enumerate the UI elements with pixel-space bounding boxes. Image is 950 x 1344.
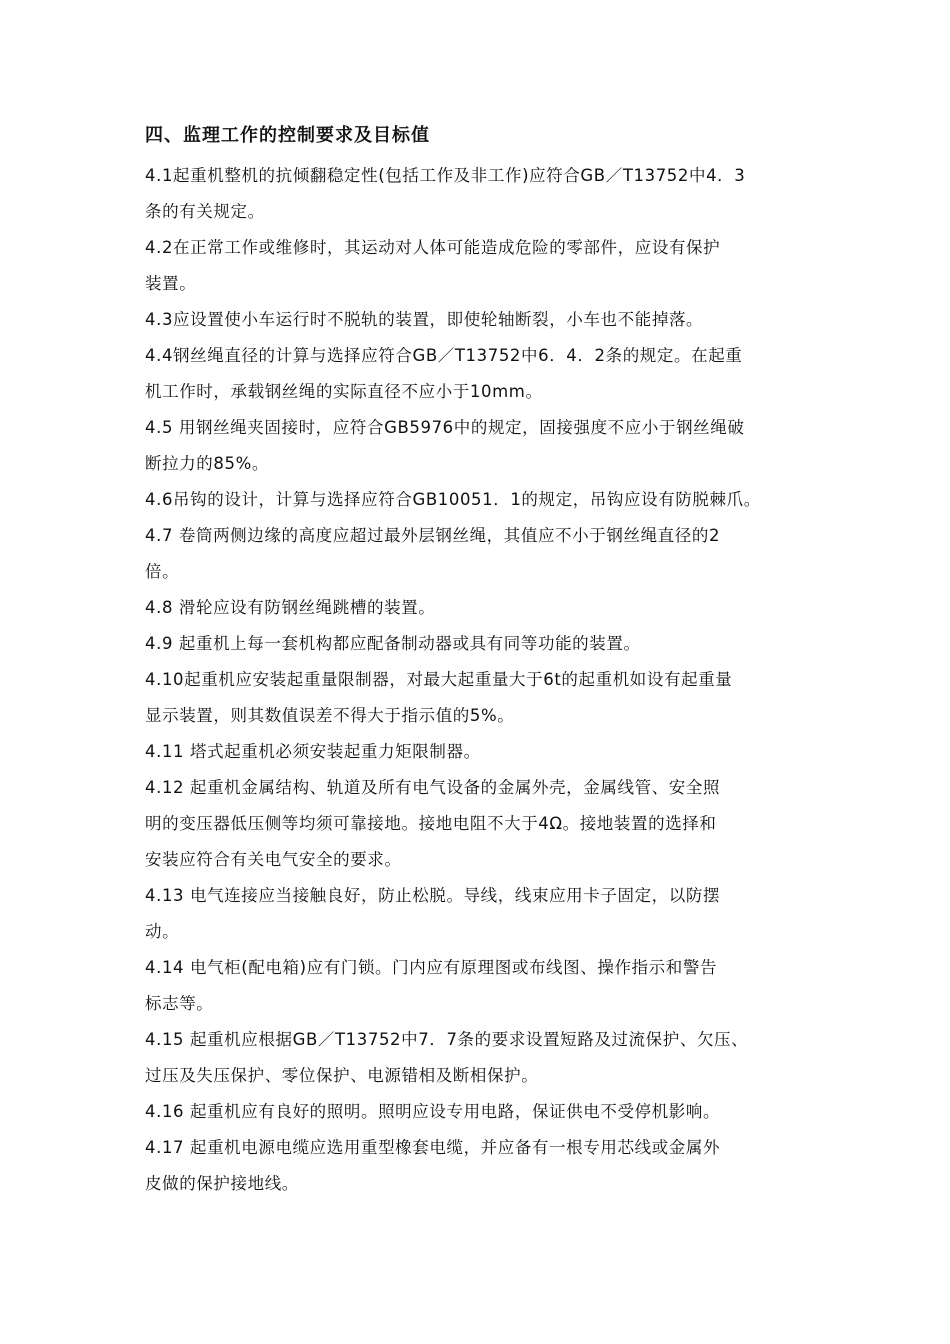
clause-paragraph [145,230,825,302]
paragraph-line: 4.15 起重机应根据GB／T13752中7．7条的要求设置短路及过流保护、欠压、 [145,1030,749,1049]
paragraph-line: 断拉力的85%。 [145,454,269,473]
paragraph-line: 安装应符合有关电气安全的要求。 [145,850,402,869]
paragraph-line: 4.11 塔式起重机必须安装起重力矩限制器。 [145,742,481,761]
paragraph-line: 4.3应设置使小车运行时不脱轨的装置，即使轮轴断裂，小车也不能掉落。 [145,310,704,329]
clause-paragraph [145,338,825,410]
paragraph-line: 4.17 起重机电源电缆应选用重型橡套电缆，并应备有一根专用芯线或金属外 [145,1138,721,1157]
clause-paragraph [145,950,825,1022]
paragraph-line: 过压及失压保护、零位保护、电源错相及断相保护。 [145,1066,539,1085]
paragraph-line: 4.4钢丝绳直径的计算与选择应符合GB／T13752中6．4．2条的规定。在起重 [145,346,743,365]
clause-paragraph [145,626,825,662]
paragraph-line: 4.14 电气柜(配电箱)应有门锁。门内应有原理图或布线图、操作指示和警告 [145,958,718,977]
clause-paragraph [145,1094,825,1130]
clause-paragraph [145,410,825,482]
section-heading: 四、监理工作的控制要求及目标值 [145,125,430,146]
paragraph-line: 4.10起重机应安装起重量限制器，对最大起重量大于6t的起重机如设有起重量 [145,670,733,689]
clause-paragraph [145,1130,825,1202]
clause-paragraph [145,518,825,590]
paragraph-line: 4.2在正常工作或维修时，其运动对人体可能造成危险的零部件，应设有保护 [145,238,721,257]
clause-paragraph [145,302,825,338]
paragraph-line: 4.13 电气连接应当接触良好，防止松脱。导线，线束应用卡子固定，以防摆 [145,886,721,905]
paragraph-line: 4.6吊钩的设计，计算与选择应符合GB10051．1的规定，吊钩应设有防脱棘爪。 [145,490,761,509]
paragraph-line: 条的有关规定。 [145,202,265,221]
paragraph-line: 皮做的保护接地线。 [145,1174,299,1193]
paragraph-line: 显示装置，则其数值误差不得大于指示值的5%。 [145,706,515,725]
paragraph-line: 4.8 滑轮应设有防钢丝绳跳槽的装置。 [145,598,436,617]
paragraph-line: 4.7 卷筒两侧边缘的高度应超过最外层钢丝绳，其值应不小于钢丝绳直径的2 [145,526,721,545]
clause-paragraph [145,878,825,950]
paragraph-line: 4.1起重机整机的抗倾翻稳定性(包括工作及非工作)应符合GB／T13752中4．3 [145,166,746,185]
paragraph-line: 明的变压器低压侧等均须可靠接地。接地电阻不大于4Ω。接地装置的选择和 [145,814,717,833]
paragraph-line: 动。 [145,922,180,941]
clause-paragraph [145,770,825,878]
paragraph-line: 机工作时，承载钢丝绳的实际直径不应小于10mm。 [145,382,543,401]
paragraph-line: 标志等。 [145,994,214,1013]
paragraph-line: 倍。 [145,562,180,581]
paragraph-line: 4.12 起重机金属结构、轨道及所有电气设备的金属外壳，金属线管、安全照 [145,778,721,797]
clause-paragraph [145,662,825,734]
paragraph-line: 装置。 [145,274,197,293]
clause-paragraph [145,734,825,770]
clause-paragraph [145,590,825,626]
paragraph-line: 4.16 起重机应有良好的照明。照明应设专用电路，保证供电不受停机影响。 [145,1102,721,1121]
clause-paragraph [145,1022,825,1094]
clause-paragraph [145,158,825,230]
paragraph-line: 4.5 用钢丝绳夹固接时，应符合GB5976中的规定，固接强度不应小于钢丝绳破 [145,418,745,437]
clause-paragraph [145,482,825,518]
paragraph-line: 4.9 起重机上每一套机构都应配备制动器或具有同等功能的装置。 [145,634,641,653]
